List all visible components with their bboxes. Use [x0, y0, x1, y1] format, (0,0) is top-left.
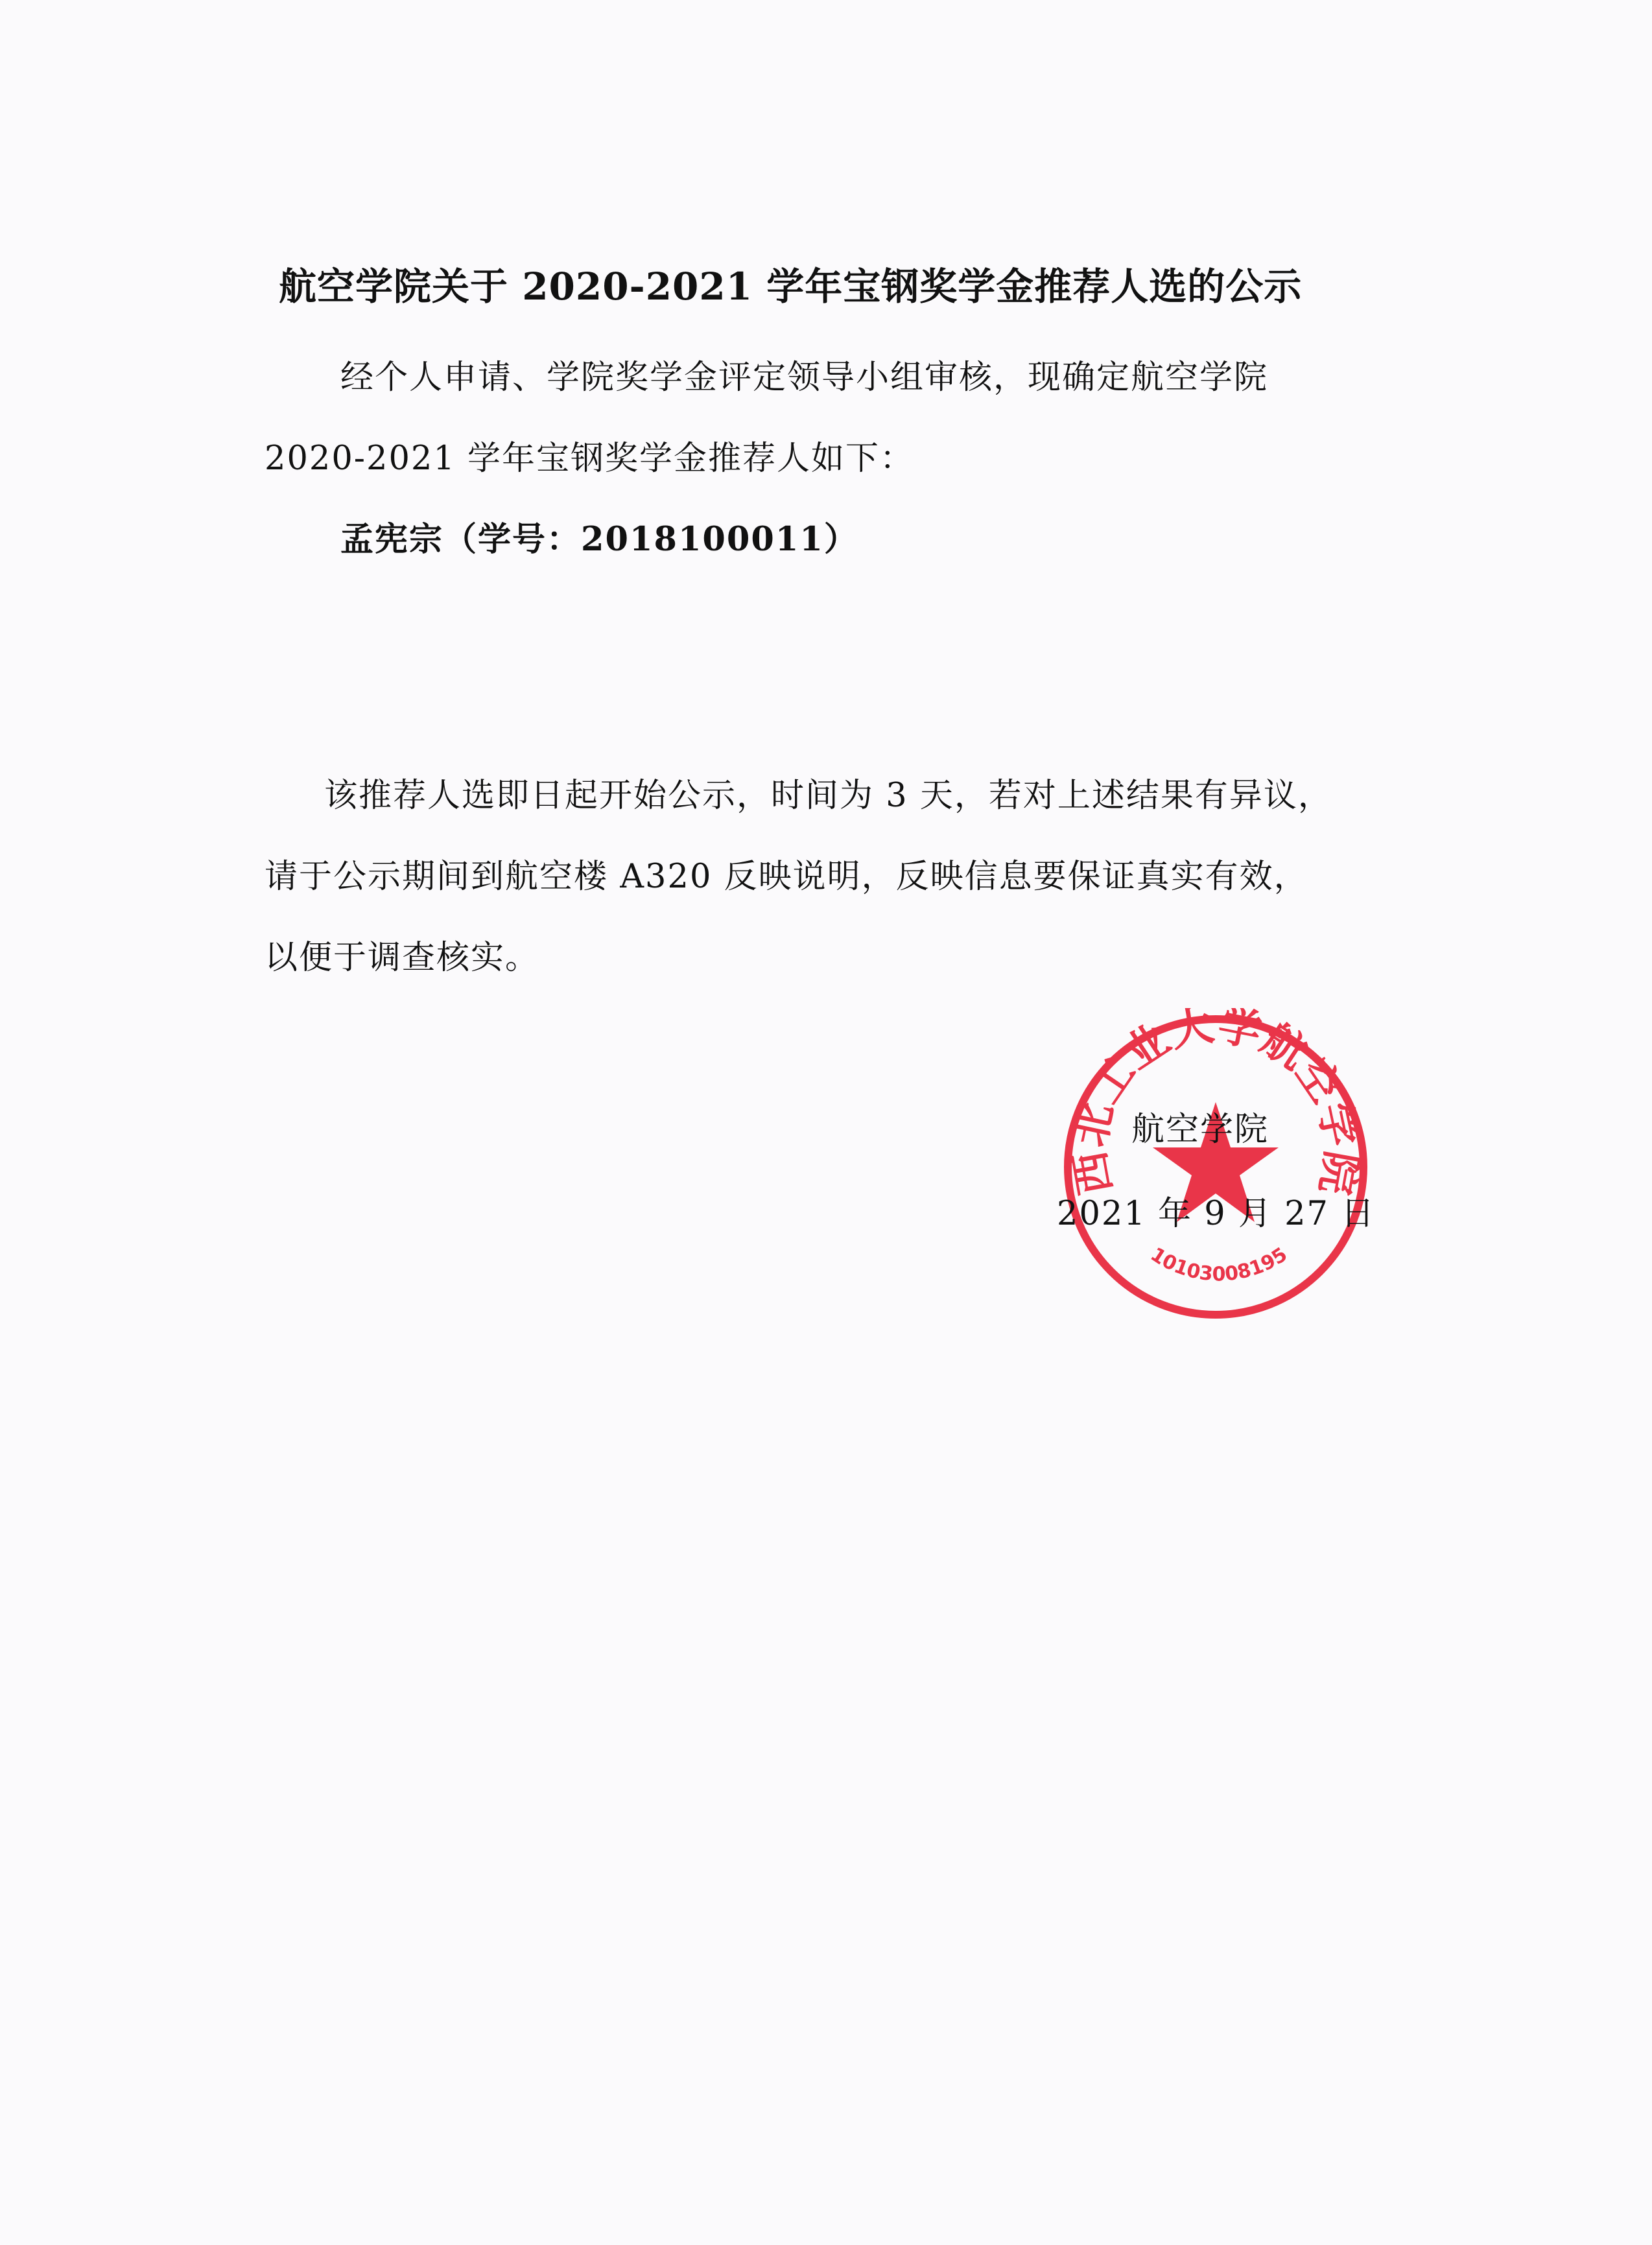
- paragraph-2-line-2: 请于公示期间到航空楼 A320 反映说明，反映信息要保证真实有效，: [265, 858, 1308, 896]
- paragraph-2-line-1: 该推荐人选即日起开始公示，时间为 3 天，若对上述结果有异议，: [324, 777, 1332, 815]
- signature-unit: 航空学院: [1131, 1111, 1269, 1149]
- seal-arc-text: 西北工业大学航空学院: [1063, 1008, 1368, 1199]
- paragraph-1-line-2: 2020-2021 学年宝钢奖学金推荐人如下：: [265, 440, 915, 478]
- paragraph-2-line-3: 以便于调查核实。: [265, 939, 540, 977]
- paragraph-1-line-1: 经个人申请、学院奖学金评定领导小组审核，现确定航空学院: [340, 358, 1269, 397]
- document-title: 航空学院关于 2020-2021 学年宝钢奖学金推荐人选的公示: [279, 264, 1303, 309]
- signature-date: 2021 年 9 月 27 日: [1057, 1195, 1376, 1233]
- nominee-line: 孟宪宗（学号：2018100011）: [340, 520, 858, 559]
- seal-number: 10103008195: [1146, 1243, 1292, 1286]
- official-seal: [1057, 1008, 1375, 1326]
